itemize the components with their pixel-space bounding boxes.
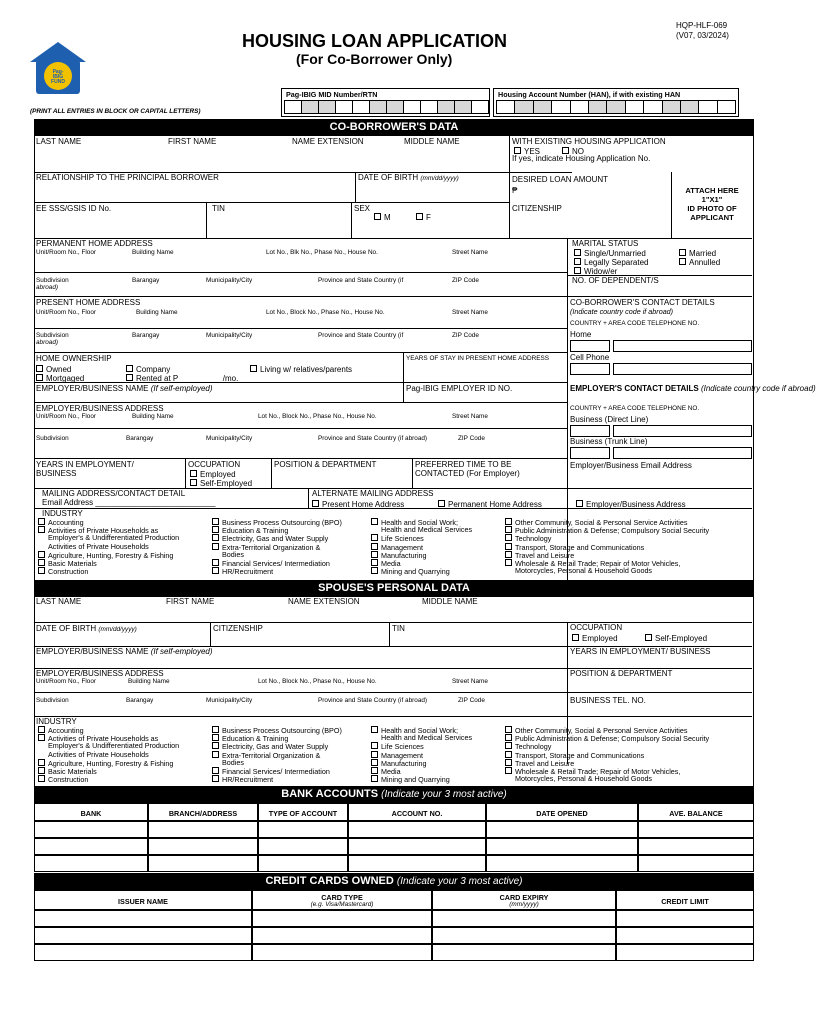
co-industry-option[interactable]: Agriculture, Hunting, Forestry & Fishing: [38, 551, 173, 559]
form-code: HQP-HLF-069: [676, 21, 728, 30]
addr-zip-label: ZIP Code: [452, 277, 479, 284]
co-dob-label: DATE OF BIRTH (mm/dd/yyyy): [358, 173, 459, 182]
han-field[interactable]: [493, 88, 739, 117]
bank-header-cell: [34, 803, 148, 821]
business-trunk-number-box[interactable]: [613, 447, 752, 459]
form-version: (V07, 03/2024): [676, 31, 729, 40]
card-header-cell: [432, 890, 616, 910]
sp-city-label: Municipality/City: [206, 697, 253, 704]
sp-industry-option[interactable]: Basic Materials: [38, 767, 97, 775]
addr-lot-label: Lot No., Blk No., Phase No., House No.: [266, 249, 378, 256]
sp-industry-option[interactable]: Financial Services/ Intermediation: [212, 767, 330, 775]
present-building-label: Building Name: [136, 309, 178, 316]
present-unit-label: Unit/Room No., Floor: [36, 309, 97, 316]
co-middle-name-label: MIDDLE NAME: [404, 137, 460, 146]
co-industry-label: INDUSTRY: [42, 509, 83, 518]
card-header-cell: [616, 890, 754, 910]
co-industry-option[interactable]: Electricity, Gas and Water Supply: [212, 534, 328, 542]
mid-digit-box[interactable]: [454, 100, 472, 114]
sp-years-employment-label: YEARS IN EMPLOYMENT/ BUSINESS: [570, 647, 711, 656]
sp-building-label: Building Name: [128, 678, 170, 685]
sp-unit-label: Unit/Room No., Floor: [36, 678, 97, 685]
co-industry-option[interactable]: Management: [371, 543, 423, 551]
sp-industry-label: INDUSTRY: [36, 717, 77, 726]
bank-data-cell[interactable]: [486, 838, 638, 855]
employer-contact-label: EMPLOYER'S CONTACT DETAILS (Indicate country code if abroad): [570, 384, 816, 393]
co-industry-option[interactable]: Other Community, Social & Personal Service Activities: [505, 518, 687, 526]
present-street-label: Street Name: [452, 309, 488, 316]
sp-industry-option[interactable]: Transport, Storage and Communications: [505, 751, 644, 759]
han-digit-box[interactable]: [662, 100, 681, 114]
existing-app-yes-checkbox[interactable]: YES: [514, 147, 540, 156]
employer-country-code-label: COUNTRY + AREA CODE TELEPHONE NO.: [570, 405, 700, 412]
bank-data-cell[interactable]: [348, 838, 486, 855]
sp-industry-option[interactable]: Education & Training: [212, 734, 288, 742]
cell-phone-number-box[interactable]: [613, 363, 752, 375]
co-first-name-label: FIRST NAME: [168, 137, 217, 146]
business-direct-label: Business (Direct Line): [570, 415, 649, 424]
peso-sign: ₱: [512, 186, 518, 195]
mid-digit-box[interactable]: [352, 100, 370, 114]
co-employed-checkbox[interactable]: Employed: [190, 470, 236, 479]
mid-digit-box[interactable]: [386, 100, 404, 114]
co-industry-option: Health and Medical Services: [381, 525, 473, 535]
han-label: Housing Account Number (HAN), if with existing HAN: [498, 90, 681, 99]
sp-tin-label: TIN: [392, 624, 405, 633]
co-self-employed-checkbox[interactable]: Self-Employed: [190, 479, 252, 488]
bank-data-cell[interactable]: [638, 855, 754, 872]
sp-industry-option[interactable]: HR/Recruitment: [212, 775, 273, 783]
sp-barangay-label: Barangay: [126, 697, 154, 704]
card-data-cell[interactable]: [616, 944, 754, 961]
preferred-time-label: PREFERRED TIME TO BE CONTACTED (For Employer): [415, 460, 520, 478]
co-industry-option[interactable]: Financial Services/ Intermediation: [212, 559, 330, 567]
co-contact-note: (Indicate country code if abroad): [570, 307, 674, 316]
co-industry-option[interactable]: Health and Social Work;: [371, 518, 458, 526]
sp-last-name-label: LAST NAME: [36, 597, 82, 606]
emp-zip-label: ZIP Code: [458, 435, 485, 442]
mid-digit-box[interactable]: [420, 100, 438, 114]
bank-data-cell[interactable]: [348, 855, 486, 872]
card-header-cell: [252, 890, 432, 910]
bank-data-cell[interactable]: [638, 838, 754, 855]
present-subdivision-label: Subdivision: [36, 332, 69, 339]
sp-lot-label: Lot No., Block No., Phase No., House No.: [258, 678, 377, 685]
sp-dob-label: DATE OF BIRTH (mm/dd/yyyy): [36, 624, 137, 633]
mid-digit-box[interactable]: [335, 100, 353, 114]
present-barangay-label: Barangay: [132, 332, 160, 339]
cards-section-note: (Indicate your 3 most active): [396, 876, 523, 887]
co-industry-option[interactable]: Technology: [505, 534, 551, 542]
mid-digit-box[interactable]: [471, 100, 489, 114]
card-column-header: CREDIT LIMIT: [661, 897, 709, 906]
co-industry-option[interactable]: Life Sciences: [371, 534, 424, 542]
sp-industry-option: Employer's & Undifferentiated Production: [48, 741, 180, 751]
co-industry-option[interactable]: Accounting: [38, 518, 84, 526]
card-data-cell[interactable]: [616, 910, 754, 927]
sp-industry-option[interactable]: Construction: [38, 775, 88, 783]
han-digit-box[interactable]: [514, 100, 533, 114]
sp-citizenship-label: CITIZENSHIP: [213, 624, 263, 633]
bank-data-cell[interactable]: [258, 821, 348, 838]
cell-phone-label: Cell Phone: [570, 353, 610, 362]
sp-street-label: Street Name: [452, 678, 488, 685]
cards-section-title: CREDIT CARDS OWNED: [265, 875, 394, 887]
card-data-cell[interactable]: [432, 910, 616, 927]
desired-loan-label: DESIRED LOAN AMOUNT: [512, 175, 609, 184]
card-column-subheader: (mm/yyyy): [509, 901, 539, 908]
han-digit-box[interactable]: [588, 100, 607, 114]
co-industry-list: [38, 518, 752, 578]
sp-position-label: POSITION & DEPARTMENT: [570, 669, 673, 678]
card-column-header: ISSUER NAME: [118, 897, 168, 906]
bank-header-cell: [258, 803, 348, 821]
co-employer-address-label: EMPLOYER/BUSINESS ADDRESS: [36, 404, 164, 413]
bank-accounts-table: [34, 803, 754, 873]
bank-data-cell[interactable]: [638, 821, 754, 838]
bank-header-cell: [486, 803, 638, 821]
present-lot-label: Lot No., Block No., Phase No., House No.: [266, 309, 385, 316]
sp-first-name-label: FIRST NAME: [166, 597, 215, 606]
addr-building-label: Building Name: [132, 249, 174, 256]
sp-industry-option[interactable]: Travel and Leisure: [505, 759, 574, 767]
existing-app-number-label: If yes, indicate Housing Application No.: [512, 154, 651, 163]
han-digit-box[interactable]: [551, 100, 570, 114]
years-stay-label: YEARS OF STAY IN PRESENT HOME ADDRESS: [406, 355, 549, 362]
bank-data-cell[interactable]: [258, 855, 348, 872]
home-ownership-label: HOME OWNERSHIP: [36, 354, 112, 363]
employer-email-label: Employer/Business Email Address: [570, 461, 692, 470]
sp-employed-checkbox[interactable]: Employed: [572, 634, 618, 643]
home-phone-code-box[interactable]: [570, 340, 610, 352]
sp-middle-name-label: MIDDLE NAME: [422, 597, 478, 606]
co-industry-option[interactable]: Business Process Outsourcing (BPO): [212, 518, 342, 526]
han-digit-box[interactable]: [533, 100, 552, 114]
sp-industry-option: Motorcycles, Personal & Household Goods: [515, 774, 653, 784]
han-digit-box[interactable]: [625, 100, 644, 114]
co-industry-option[interactable]: Basic Materials: [38, 559, 97, 567]
photo-placeholder: ATTACH HERE 1"X1" ID PHOTO OF APPLICANT: [685, 186, 739, 222]
han-digit-box[interactable]: [717, 100, 736, 114]
emp-unit-label: Unit/Room No., Floor: [36, 413, 97, 420]
bank-column-header: TYPE OF ACCOUNT: [268, 809, 338, 818]
card-data-cell[interactable]: [432, 944, 616, 961]
sp-industry-option[interactable]: Other Community, Social & Personal Service Activities: [505, 726, 687, 734]
mailing-address-label: MAILING ADDRESS/CONTACT DETAIL: [42, 489, 186, 498]
sex-label: SEX: [354, 204, 371, 213]
card-data-cell[interactable]: [432, 927, 616, 944]
bank-data-cell[interactable]: [34, 821, 148, 838]
sex-male-checkbox[interactable]: M: [374, 213, 391, 222]
present-abroad-label: abroad): [36, 339, 59, 346]
co-industry-option[interactable]: Travel and Leisure: [505, 551, 574, 559]
alt-mailing-label: ALTERNATE MAILING ADDRESS: [312, 489, 434, 498]
sp-industry-option: Bodies: [222, 757, 244, 767]
co-industry-option[interactable]: Media: [371, 559, 401, 567]
present-address-label: PRESENT HOME ADDRESS: [36, 298, 141, 307]
form-subtitle: (For Co-Borrower Only): [296, 51, 453, 67]
co-industry-option: Bodies: [222, 549, 244, 559]
sp-industry-option[interactable]: Health and Social Work;: [371, 726, 458, 734]
business-direct-code-box[interactable]: [570, 425, 610, 437]
addr-subdivision-label: Subdivision: [36, 277, 69, 284]
addr-barangay-label: Barangay: [132, 277, 160, 284]
co-occupation-label: OCCUPATION: [188, 460, 241, 469]
mid-digit-box[interactable]: [369, 100, 387, 114]
bank-data-cell[interactable]: [148, 855, 258, 872]
co-position-label: POSITION & DEPARTMENT: [274, 460, 377, 469]
mid-digit-box[interactable]: [318, 100, 336, 114]
han-digit-box[interactable]: [570, 100, 589, 114]
sp-industry-option[interactable]: Business Process Outsourcing (BPO): [212, 726, 342, 734]
existing-app-no-checkbox[interactable]: NO: [562, 147, 584, 156]
company-checkbox[interactable]: Company: [126, 365, 170, 374]
card-data-cell[interactable]: [34, 927, 252, 944]
card-data-cell[interactable]: [616, 927, 754, 944]
sp-industry-option: Health and Medical Services: [381, 733, 473, 743]
owned-checkbox[interactable]: Owned: [36, 365, 71, 374]
co-industry-option[interactable]: Construction: [38, 567, 88, 575]
emp-building-label: Building Name: [132, 413, 174, 420]
home-phone-number-box[interactable]: [613, 340, 752, 352]
co-industry-option[interactable]: Transport, Storage and Communications: [505, 543, 644, 551]
bank-data-cell[interactable]: [258, 838, 348, 855]
cards-section-header: [34, 873, 754, 890]
co-industry-option[interactable]: Manufacturing: [371, 551, 427, 559]
co-industry-option[interactable]: Activities of Private Households as: [38, 526, 158, 534]
rented-checkbox[interactable]: Rented at P__________/mo.: [126, 374, 238, 383]
email-address-field[interactable]: Email Address ___________________________: [42, 498, 216, 507]
sp-industry-option[interactable]: Activities of Private Households as: [38, 734, 158, 742]
logo-text: Pag-IBIG FUND: [51, 69, 65, 85]
sp-industry-option[interactable]: Wholesale & Retail Trade; Repair of Motor Vehicles,: [505, 767, 680, 775]
mid-number-field[interactable]: [281, 88, 490, 117]
bank-header-cell: [638, 803, 754, 821]
han-digit-box[interactable]: [496, 100, 515, 114]
bank-column-header: BRANCH/ADDRESS: [168, 809, 238, 818]
han-digit-box[interactable]: [643, 100, 662, 114]
addr-city-label: Municipality/City: [206, 277, 253, 284]
emp-city-label: Municipality/City: [206, 435, 253, 442]
sss-label: EE SSS/GSIS ID No.: [36, 204, 112, 213]
co-industry-option: Employer's & Undifferentiated Production: [48, 533, 180, 543]
emp-subdivision-label: Subdivision: [36, 435, 69, 442]
sp-industry-option[interactable]: Management: [371, 751, 423, 759]
perm-address-label: PERMANENT HOME ADDRESS: [36, 239, 153, 248]
alt-permanent-checkbox[interactable]: Permanent Home Address: [438, 500, 542, 509]
co-industry-option: Motorcycles, Personal & Household Goods: [515, 566, 653, 576]
bank-column-header: AVE. BALANCE: [669, 809, 723, 818]
sp-province-label: Province and State Country (if abroad): [318, 697, 428, 704]
business-trunk-label: Business (Trunk Line): [570, 437, 648, 446]
cell-phone-code-box[interactable]: [570, 363, 610, 375]
co-name-ext-label: NAME EXTENSION: [292, 137, 364, 146]
emp-province-label: Province and State Country (if abroad): [318, 435, 428, 442]
bank-data-cell[interactable]: [486, 821, 638, 838]
mid-digit-box[interactable]: [284, 100, 302, 114]
card-data-cell[interactable]: [252, 927, 432, 944]
sp-occupation-label: OCCUPATION: [570, 623, 623, 632]
sp-industry-option[interactable]: Electricity, Gas and Water Supply: [212, 742, 328, 750]
living-relatives-checkbox[interactable]: Living w/ relatives/parents: [250, 365, 352, 374]
emp-street-label: Street Name: [452, 413, 488, 420]
annulled-checkbox[interactable]: Annulled: [679, 258, 720, 267]
marital-status-label: MARITAL STATUS: [572, 239, 639, 248]
bank-header-cell: [148, 803, 258, 821]
coborrower-section-header: CO-BORROWER'S DATA: [34, 119, 754, 136]
bank-column-header: BANK: [80, 809, 102, 818]
dependents-label: NO. OF DEPENDENT/S: [572, 276, 659, 285]
bank-column-header: ACCOUNT NO.: [391, 809, 443, 818]
sp-industry-option[interactable]: Media: [371, 767, 401, 775]
sp-industry-option[interactable]: Extra-Territorial Organization &: [212, 751, 320, 759]
co-employer-name-label: EMPLOYER/BUSINESS NAME (If self-employed): [36, 384, 213, 393]
present-city-label: Municipality/City: [206, 332, 253, 339]
sp-zip-label: ZIP Code: [458, 697, 485, 704]
co-industry-option[interactable]: Extra-Territorial Organization &: [212, 543, 320, 551]
employer-id-label: Pag-IBIG EMPLOYER ID NO.: [406, 384, 513, 393]
sp-name-ext-label: NAME EXTENSION: [288, 597, 360, 606]
alt-present-checkbox[interactable]: Present Home Address: [312, 500, 404, 509]
bank-data-cell[interactable]: [34, 838, 148, 855]
present-province-label: Province and State Country (if: [318, 332, 404, 339]
alt-employer-checkbox[interactable]: Employer/Business Address: [576, 500, 686, 509]
bank-section-note: (Indicate your 3 most active): [381, 789, 507, 800]
bank-data-cell[interactable]: [348, 821, 486, 838]
sp-self-employed-checkbox[interactable]: Self-Employed: [645, 634, 707, 643]
co-contact-details-label: CO-BORROWER'S CONTACT DETAILS: [570, 298, 715, 307]
married-checkbox[interactable]: Married: [679, 249, 716, 258]
card-column-header: CARD TYPE: [321, 893, 363, 902]
bank-section-title: BANK ACCOUNTS: [281, 788, 379, 800]
han-digit-box[interactable]: [606, 100, 625, 114]
bank-data-cell[interactable]: [148, 821, 258, 838]
emp-lot-label: Lot No., Block No., Phase No., House No.: [258, 413, 377, 420]
country-code-label: COUNTRY + AREA CODE TELEPHONE NO.: [570, 320, 700, 327]
card-header-cell: [34, 890, 252, 910]
bank-section-header: [34, 786, 754, 803]
addr-street-label: Street Name: [452, 249, 488, 256]
sp-industry-list: [38, 726, 752, 786]
home-phone-label: Home: [570, 330, 592, 339]
sp-industry-option: Activities of Private Households: [48, 749, 149, 759]
mortgaged-checkbox[interactable]: Mortgaged: [36, 374, 84, 383]
co-industry-option[interactable]: Wholesale & Retail Trade; Repair of Motor Vehicles,: [505, 559, 680, 567]
card-column-header: CARD EXPIRY: [499, 893, 549, 902]
addr-province-label: Province and State Country (if: [318, 277, 404, 284]
relationship-label: RELATIONSHIP TO THE PRINCIPAL BORROWER: [36, 173, 219, 182]
bank-data-cell[interactable]: [148, 838, 258, 855]
co-years-employment-label: YEARS IN EMPLOYMENT/ BUSINESS: [36, 460, 134, 478]
han-digit-box[interactable]: [698, 100, 717, 114]
pagibig-logo: [28, 40, 88, 96]
sp-employer-name-label: EMPLOYER/BUSINESS NAME (If self-employed): [36, 647, 213, 656]
sp-industry-option[interactable]: Agriculture, Hunting, Forestry & Fishing: [38, 759, 173, 767]
co-last-name-label: LAST NAME: [36, 137, 82, 146]
card-column-subheader: (e.g. Visa/Mastercard): [310, 901, 374, 908]
co-industry-option[interactable]: Education & Training: [212, 526, 288, 534]
print-note: (PRINT ALL ENTRIES IN BLOCK OR CAPITAL LETTERS): [30, 108, 201, 115]
co-industry-option[interactable]: HR/Recruitment: [212, 567, 273, 575]
addr-unit-label: Unit/Room No., Floor: [36, 249, 97, 256]
mid-digit-box[interactable]: [403, 100, 421, 114]
co-citizenship-label: CITIZENSHIP: [512, 204, 562, 213]
card-data-cell[interactable]: [34, 910, 252, 927]
bank-data-cell[interactable]: [34, 855, 148, 872]
separated-checkbox[interactable]: Legally Separated: [574, 258, 649, 267]
bank-header-cell: [348, 803, 486, 821]
business-trunk-code-box[interactable]: [570, 447, 610, 459]
widow-checkbox[interactable]: Widow/er: [574, 267, 617, 276]
co-industry-option: Activities of Private Households: [48, 541, 149, 551]
sp-industry-option[interactable]: Public Administration & Defense; Compulsory Social Security: [505, 734, 709, 742]
credit-cards-table: [34, 890, 754, 962]
spouse-section-header: SPOUSE'S PERSONAL DATA: [34, 580, 754, 597]
addr-abroad-label: abroad): [36, 284, 59, 291]
bank-column-header: DATE OPENED: [536, 809, 588, 818]
emp-barangay-label: Barangay: [126, 435, 154, 442]
sp-industry-option[interactable]: Manufacturing: [371, 759, 427, 767]
sp-employer-address-label: EMPLOYER/BUSINESS ADDRESS: [36, 669, 164, 678]
single-checkbox[interactable]: Single/Unmarried: [574, 249, 646, 258]
card-data-cell[interactable]: [252, 944, 432, 961]
form-title: HOUSING LOAN APPLICATION: [242, 31, 507, 51]
sex-female-checkbox[interactable]: F: [416, 213, 431, 222]
business-direct-number-box[interactable]: [613, 425, 752, 437]
sp-industry-option[interactable]: Accounting: [38, 726, 84, 734]
card-data-cell[interactable]: [252, 910, 432, 927]
bank-data-cell[interactable]: [486, 855, 638, 872]
mid-digit-box[interactable]: [301, 100, 319, 114]
co-industry-option[interactable]: Mining and Quarrying: [371, 567, 450, 575]
present-zip-label: ZIP Code: [452, 332, 479, 339]
co-industry-option[interactable]: Public Administration & Defense; Compulsory Social Security: [505, 526, 709, 534]
mid-number-label: Pag-IBIG MID Number/RTN: [286, 90, 378, 99]
sp-industry-option[interactable]: Technology: [505, 742, 551, 750]
sp-industry-option[interactable]: Life Sciences: [371, 742, 424, 750]
card-data-cell[interactable]: [34, 944, 252, 961]
sp-industry-option[interactable]: Mining and Quarrying: [371, 775, 450, 783]
sp-subdivision-label: Subdivision: [36, 697, 69, 704]
sp-business-tel-label: BUSINESS TEL. NO.: [570, 696, 646, 705]
han-digit-box[interactable]: [680, 100, 699, 114]
co-tin-label: TIN: [212, 204, 225, 213]
mid-digit-box[interactable]: [437, 100, 455, 114]
existing-app-label: WITH EXISTING HOUSING APPLICATION: [512, 137, 666, 146]
